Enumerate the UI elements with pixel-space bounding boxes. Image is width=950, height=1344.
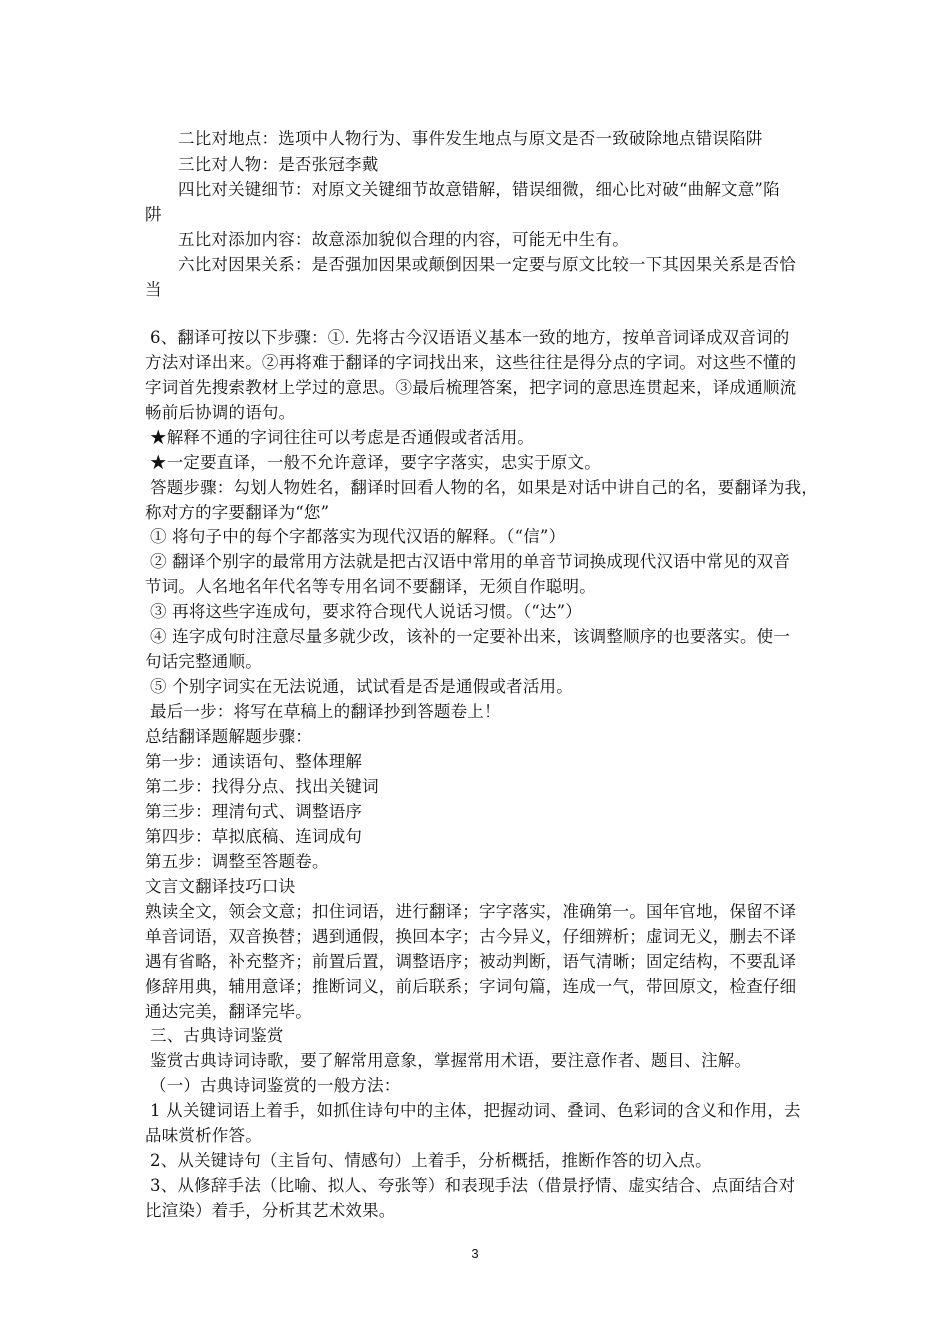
summary-title: 总结翻译题解题步骤： <box>145 727 312 746</box>
step-item: ① 将句子中的每个字都落实为现代汉语的解释。（“信”） <box>150 527 566 546</box>
comparison-causal-cont: 当 <box>145 280 162 299</box>
step-item: ② 翻译个别字的最常用方法就是把古汉语中常用的单音节词换成现代汉语中常见的双音 <box>150 552 791 571</box>
method-item: 3、从修辞手法（比喻、拟人、夸张等）和表现手法（借景抒情、虚实结合、点面结合对 <box>150 1176 796 1195</box>
step-item: ③ 再将这些字连成句，要求符合现代人说话习惯。（“达”） <box>150 602 582 621</box>
translation-steps-cont: 方法对译出来。②再将难于翻译的字词找出来，这些往往是得分点的字词。对这些不懂的 <box>145 353 797 372</box>
summary-step: 第一步：通读语句、整体理解 <box>145 752 363 771</box>
page-number: 3 <box>471 1246 479 1261</box>
step-item: ④ 连字成句时注意尽量多就少改，该补的一定要补出来，该调整顺序的也要落实。使一 <box>150 627 791 646</box>
step-item: ⑤ 个别字词实在无法说通，试试看是否是通假或者活用。 <box>150 677 573 696</box>
comparison-causal: 六比对因果关系：是否强加因果或颠倒因果一定要与原文比较一下其因果关系是否恰 <box>178 255 796 274</box>
comparison-location: 二比对地点：选项中人物行为、事件发生地点与原文是否一致破除地点错误陷阱 <box>178 129 763 148</box>
answer-steps: 答题步骤：勾划人物姓名，翻译时回看人物的名，如果是对话中讲自己的名，要翻译为我， <box>150 478 818 497</box>
mnemonic-line: 遇有省略，补充整齐；前置后置，调整语序；被动判断，语气清晰；固定结构，不要乱译 <box>145 952 797 971</box>
translation-steps-cont: 字词首先搜索教材上学过的意思。③最后梳理答案，把字词的意思连贯起来，译成通顺流 <box>145 378 797 397</box>
section-heading: 三、古典诗词鉴赏 <box>150 1026 284 1045</box>
comparison-added: 五比对添加内容：故意添加貌似合理的内容，可能无中生有。 <box>178 230 629 249</box>
mnemonic-line: 熟读全文，领会文意；扣住词语，进行翻译；字字落实，准确第一。国年官地，保留不译 <box>145 902 797 921</box>
summary-step: 第五步：调整至答题卷。 <box>145 852 329 871</box>
answer-steps-cont: 称对方的字要翻译为“您” <box>145 503 330 522</box>
tip-star: ★一定要直译，一般不允许意译，要字字落实，忠实于原文。 <box>150 453 601 472</box>
translation-steps-cont: 畅前后协调的语句。 <box>145 403 296 422</box>
translation-steps: 6、翻译可按以下步骤：①. 先将古今汉语语义基本一致的地方，按单音词译成双音词的 <box>150 328 790 347</box>
summary-step: 第三步：理清句式、调整语序 <box>145 802 363 821</box>
summary-step: 第四步：草拟底稿、连词成句 <box>145 827 363 846</box>
last-step: 最后一步：将写在草稿上的翻译抄到答题卷上！ <box>150 702 501 721</box>
comparison-detail: 四比对关键细节：对原文关键细节故意错解，错误细微，细心比对破“曲解文意”陷 <box>178 180 780 199</box>
comparison-person: 三比对人物：是否张冠李戴 <box>178 155 379 174</box>
step-item-cont: 节词。人名地名年代名等专用名词不要翻译，无须自作聪明。 <box>145 577 596 596</box>
mnemonic-line: 单音词语，双音换替；遇到通假，换回本字；古今异义，仔细辨析；虚词无义，删去不译 <box>145 927 797 946</box>
mnemonic-line: 修辞用典，辅用意译；推断词义，前后联系；字词句篇，连成一气，带回原文，检查仔细 <box>145 977 797 996</box>
summary-step: 第二步：找得分点、找出关键词 <box>145 777 379 796</box>
tip-star: ★解释不通的字词往往可以考虑是否通假或者活用。 <box>150 428 535 447</box>
mnemonic-line: 通达完美，翻译完毕。 <box>145 1002 312 1021</box>
poetry-intro: 鉴赏古典诗词诗歌，要了解常用意象，掌握常用术语，要注意作者、题目、注解。 <box>150 1051 752 1070</box>
step-item-cont: 句话完整通顺。 <box>145 652 262 671</box>
poetry-subheading: （一）古典诗词鉴赏的一般方法： <box>150 1076 401 1095</box>
mnemonic-title: 文言文翻译技巧口诀 <box>145 877 296 896</box>
method-item: 2、从关键诗句（主旨句、情感句）上着手，分析概括，推断作答的切入点。 <box>150 1151 712 1170</box>
comparison-detail-cont: 阱 <box>145 205 162 224</box>
method-item-cont: 比渲染）着手，分析其艺术效果。 <box>145 1201 396 1220</box>
method-item: 1 从关键词语上着手，如抓住诗句中的主体，把握动词、叠词、色彩词的含义和作用，去 <box>150 1101 801 1120</box>
method-item-cont: 品味赏析作答。 <box>145 1126 262 1145</box>
